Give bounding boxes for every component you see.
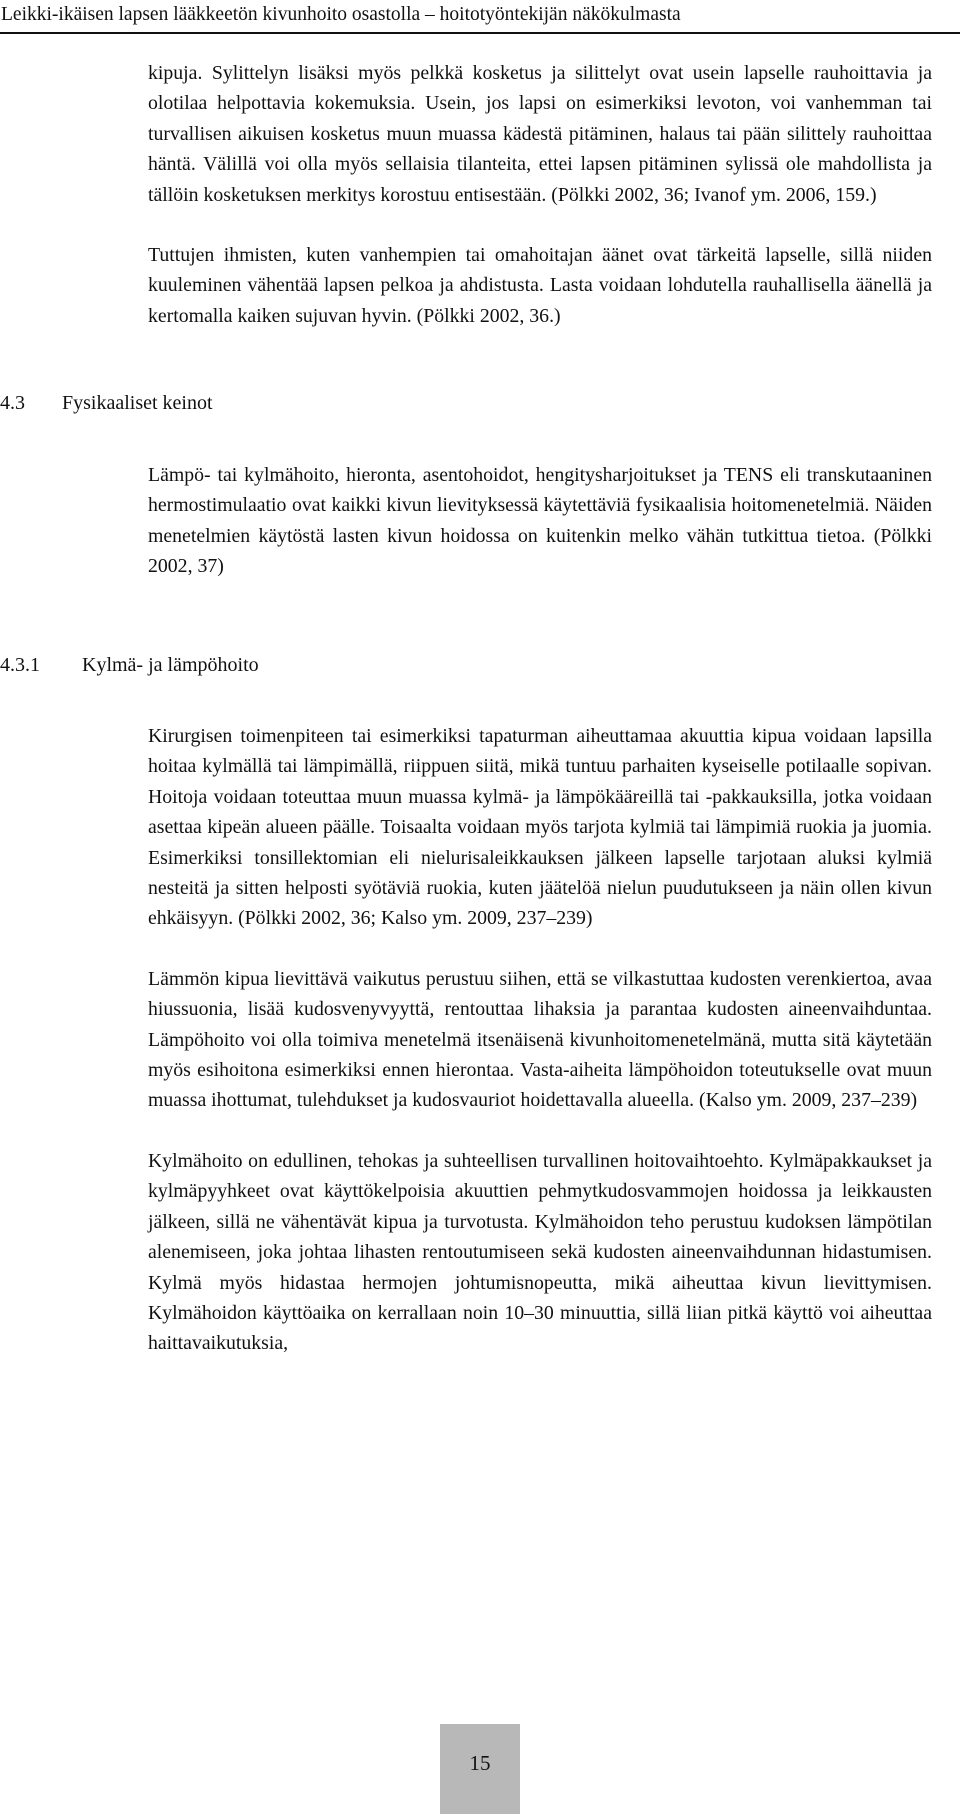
paragraph-surgical-pain: Kirurgisen toimenpiteen tai esimerkiksi tapaturman aiheuttamaa akuuttia kipua voidaan lapsilla hoitaa kylmällä tai lämpimällä, riippuen siitä, mikä tuntuu parhaiten kyseiselle potilaalle sopivan. Hoitoja voidaan toteuttaa muun muassa kylmä- ja lämpökääreillä tai -pakkauksilla, jotka voidaan asettaa kipeän alueen päälle. Toisaalta voidaan myös tarjota kylmiä tai lämpimiä ruokia ja juomia. Esimerkiksi tonsillektomian eli nielurisaleikkauksen jälkeen lapselle tarjotaan aluksi kylmiä nesteitä ja sitten helposti syötäviä ruokia, kuten jäätelöä nielun puudutukseen ja näin ollen kivun ehkäisyyn. (Pölkki 2002, 36; Kalso ym. 2009, 237–239)	[148, 725, 932, 930]
paragraph-cold-therapy: Kylmähoito on edullinen, tehokas ja suhteellisen turvallinen hoitovaihtoehto. Kylmäpakkaukset ja kylmäpyyhkeet ovat käyttökelpoisia akuuttien pehmytkudosvammojen hoidossa ja leikkausten jälkeen, sillä ne vähentävät kipua ja turvotusta. Kylmähoidon teho perustuu kudoksen lämpötilan alenemiseen, joka johtaa lihasten rentoutumiseen sekä kudosten aineenvaihdunnan hidastumisen. Kylmä myös hidastaa hermojen johtumisnopeutta, mikä aiheuttaa kivun lievittymisen. Kylmähoidon käyttöaika on kerrallaan noin 10–30 minuuttia, sillä liian pitkä käyttö voi aiheuttaa haittavaikutuksia,	[148, 1149, 932, 1355]
running-header: Leikki-ikäisen lapsen lääkkeetön kivunhoito osastolla – hoitotyöntekijän näkökulmasta	[1, 4, 681, 25]
paragraph-heat-therapy: Lämmön kipua lievittävä vaikutus perustuu siihen, että se vilkastuttaa kudosten verenkiertoa, avaa hiussuonia, lisää kudosvenyvyyttä, rentouttaa lihaksia ja parantaa kudosten aineenvaihduntaa. Lämpöhoito voi olla toimiva menetelmä itsenäisenä kivunhoitomenetelmänä, mutta sitä käytetään myös esihoitona esimerkiksi ennen hierontaa. Vasta-aiheita lämpöhoidon toteutukselle ovat muun muassa ihottumat, tulehdukset ja kudosvauriot hoidettavalla alueella. (Kalso ym. 2009, 237–239)	[148, 967, 932, 1112]
page-number-box	[440, 1724, 520, 1814]
paragraph-voices: Tuttujen ihmisten, kuten vanhempien tai omahoitajan äänet ovat tärkeitä lapselle, sillä niiden kuuleminen vähentää lapsen pelkoa ja ahdistusta. Lasta voidaan lohdutella rauhallisella äänellä ja kertomalla kaiken sujuvan hyvin. (Pölkki 2002, 36.)	[148, 244, 932, 327]
page-number: 15	[469, 1751, 491, 1775]
paragraph-touch: kipuja. Sylittelyn lisäksi myös pelkkä kosketus ja silittelyt ovat usein lapselle rauhoittavia ja olotilaa helpottavia kokemuksia. Usein, jos lapsi on esimerkiksi levoton, voi vanhemman tai turvallisen aikuisen kosketus muun muassa kädestä pitäminen, halaus tai pään silittely rauhoittaa häntä. Välillä voi olla myös sellaisia tilanteita, ettei lapsen pitäminen sylissä ole mahdollista ja tällöin kosketuksen merkitys korostuu entisestään. (Pölkki 2002, 36; Ivanof ym. 2006, 159.)	[148, 62, 932, 206]
section-number: 4.3	[0, 392, 25, 414]
section-heading-4-3-1	[0, 650, 259, 680]
subsection-number: 4.3.1	[0, 654, 40, 676]
section-title: Fysikaaliset keinot	[62, 392, 213, 414]
page-body	[148, 58, 932, 361]
section-heading-4-3	[0, 388, 213, 418]
section-4-3-1-body	[148, 721, 932, 1389]
subsection-title: Kylmä- ja lämpöhoito	[82, 654, 259, 676]
paragraph-physical-methods: Lämpö- tai kylmähoito, hieronta, asentohoidot, hengitysharjoitukset ja TENS eli transkutaaninen hermostimulaatio ovat kaikki kivun lievityksessä käytettäviä fysikaalisia hoitomenetelmiä. Näiden menetelmien käytöstä lasten kivun hoidossa on kuitenkin melko vähän tutkittua tietoa. (Pölkki 2002, 37)	[148, 464, 932, 578]
section-4-3-body	[148, 460, 932, 612]
header-rule	[0, 32, 960, 34]
